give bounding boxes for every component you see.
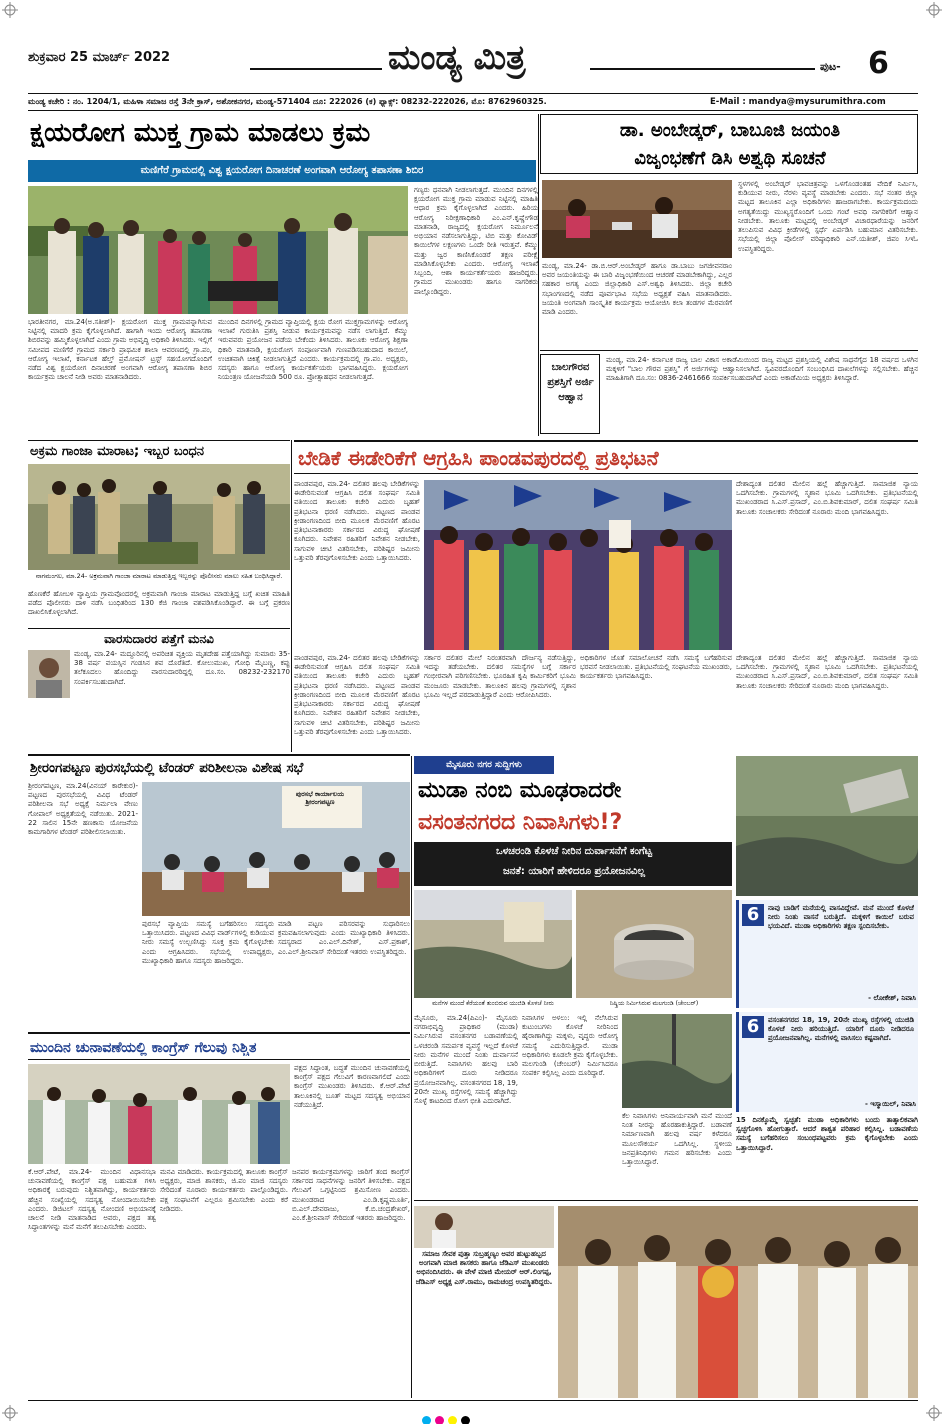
page-number: 6	[868, 46, 889, 81]
issue-date: ಶುಕ್ರವಾರ 25 ಮಾರ್ಚ್ 2022	[28, 50, 171, 65]
protest-headline: ಬೇಡಿಕೆ ಈಡೇರಿಕೆಗೆ ಆಗ್ರಹಿಸಿ ಪಾಂಡವಪುರದಲ್ಲಿ ಪ್ರತಿಭಟನೆ	[298, 446, 659, 470]
tender-headline: ಶ್ರೀರಂಗಪಟ್ಟಣ ಪುರಸಭೆಯಲ್ಲಿ ಟೆಂಡರ್ ಪರಿಶೀಲನಾ ವಿಶೇಷ ಸಭೆ	[30, 760, 304, 776]
muda-subhead-2: ಜನತೆ: ಯಾರಿಗೆ ಹೇಳಿದರೂ ಪ್ರಯೋಜನವಿಲ್ಲ	[502, 866, 646, 877]
muda-kicker: ಮೈಸೂರು ನಗರ ಸುದ್ದಿಗಳು	[414, 756, 554, 774]
ganja-photo	[28, 464, 290, 570]
registration-mark-icon	[926, 1405, 942, 1421]
tender-body-col2: ಪುರಸಭೆ ವ್ಯಾಪ್ತಿಯ ಸಮಸ್ಯೆ ಬಗೆಹರಿಸಲು ಸದಸ್ಯರು ಒತ್ತಾಯಿಸಿದರು. ಪಟ್ಟಣದ ವಿವಿಧ ವಾರ್ಡ್‌ಗಳಲ್ಲಿ ಕುಡಿಯುವ ನೀರು ಸಮಸ್ಯೆ ಉಲ್ಬಣಿಸಿದ್ದು ಸೂಕ್ತ ಕ್ರಮ ಕೈಗೊಳ್ಳಬೇಕು ಎಂದು ಆಗ್ರಹಿಸಿದರು. ಸಭೆಯಲ್ಲಿ ಉಪಾಧ್ಯಕ್ಷರು, ಮುಖ್ಯಾಧಿಕಾರಿ ಹಾಗೂ ಸದಸ್ಯರು ಹಾಜರಿದ್ದರು.	[142, 920, 274, 965]
ganja-body: ಹೊಣಕೆರೆ ಹೋಬಳಿ ವ್ಯಾಪ್ತಿಯ ಗ್ರಾಮವೊಂದರಲ್ಲಿ ಅಕ್ರಮವಾಗಿ ಗಾಂಜಾ ಮಾರಾಟ ಮಾಡುತ್ತಿದ್ದ ಬಗ್ಗೆ ಖಚಿತ ಮಾಹಿತಿ ಪಡೆದ ಪೊಲೀಸರು ದಾಳಿ ನಡೆಸಿ ಬಂಧಿತರಿಂದ 130 ಕೆಜಿ ಗಾಂಜಾ ವಶಪಡಿಸಿಕೊಂಡಿದ್ದಾರೆ. ಈ ಬಗ್ಗೆ ಪ್ರಕರಣ ದಾಖಲಿಸಿಕೊಳ್ಳಲಾಗಿದೆ.	[28, 590, 290, 617]
felicitation-body: ಸಮಾಜ ಸೇವಕ ಪುತ್ತಾ ಸುಬ್ರಹ್ಮಣ್ಯಂ ಅವರ ಹುಟ್ಟುಹಬ್ಬದ ಅಂಗವಾಗಿ ಮಾಜಿ ಶಾಸಕರು ಹಾಗೂ ಜೆಡಿಎಸ್ ಮುಖಂಡರು ಅಭಿನಂದಿಸಿದರು. ಈ ವೇಳೆ ಮಾಜಿ ಮೇಯರ್ ಆರ್.ಲಿಂಗಪ್ಪ, ಜೆಡಿಎಸ್ ಅಧ್ಯಕ್ಷ ಎಸ್.ರಾಮು, ರಾಮಚಂದ್ರ ಉಪಸ್ಥಿತರಿದ್ದರು.	[415, 1250, 553, 1286]
missing-person-photo	[28, 650, 70, 698]
muda-caption-1: ಮನೆಗಳ ಮುಂದೆ ಕೆರೆಯಂತೆ ತುಂಬಿರುವ ಯುಜಿಡಿ ಕೊಳಚೆ ನೀರು	[432, 1000, 554, 1007]
color-bar	[420, 1410, 472, 1424]
page-label: ಪುಟ-	[820, 60, 841, 73]
muda-headline-2: ವಸಂತನಗರದ ನಿವಾಸಿಗಳು!?	[418, 810, 623, 835]
tender-body-col3: ಮಾಡಿ ಪಟ್ಟಣ ಪರಿಸರವನ್ನು ಸುಧಾರಿಸಲು ಕ್ರಮವಹಿಸಲಾಗುವುದು ಎಂದು ಮುಖ್ಯಾಧಿಕಾರಿ ತಿಳಿಸಿದರು. ಸದಸ್ಯರಾದ ಎಂ.ಎಲ್.ದಿನೇಶ್, ಎಸ್.ಪ್ರಕಾಶ್, ಎಂ.ಎಲ್.ಶ್ರೀನಿವಾಸ್ ಸೇರಿದಂತೆ ಇತರರು ಉಪಸ್ಥಿತರಿದ್ದರು.	[278, 920, 410, 956]
felicitation-portrait-photo	[414, 1206, 554, 1248]
registration-mark-icon	[2, 1405, 18, 1421]
tb-body-col2: ಮುಂದಿನ ದಿನಗಳಲ್ಲಿ ಗ್ರಾಮದ ವ್ಯಾಪ್ತಿಯಲ್ಲಿ ಕ್ಷಯ ರೋಗ ಮುಕ್ತಗ್ರಾಮಗಳನ್ನು ಆರೋಗ್ಯ ಇಲಾಖೆ ಗುರುತಿಸಿ ಪ್ರಶಸ್ತಿ ನೀಡುವ ಕಾರ್ಯಕ್ರಮವನ್ನು ನಡೆಸ ಲಾಗುತ್ತಿದೆ. ಕೆಮ್ಮು ಇರುವವರು ಪ್ರಯೋಜನ ಪಡೆಯ ಬೇಕೆಂದು ತಿಳಿಸಿದರು. ತಾಲೂಕು ಆರೋಗ್ಯ ಶಿಕ್ಷಣಾ ಧಿಕಾರಿ ಮಾತನಾಡಿ, ಕ್ಷಯರೋಗ ಸಂಪೂರ್ಣವಾಗಿ ಗುಣಪಡಿಸಬಹುದಾದ ಕಾಯಿಲೆ, ಉಚಿತವಾಗಿ ಚಿಕಿತ್ಸೆ ನೀಡಲಾಗುತ್ತಿದೆ ಎಂದರು. ಕಾರ್ಯಕ್ರಮದಲ್ಲಿ ಗ್ರಾ.ಪಂ. ಅಧ್ಯಕ್ಷರು, ಸದಸ್ಯರು ಹಾಗೂ ಆರೋಗ್ಯ ಕಾರ್ಯಕರ್ತೆಯರು ಭಾಗವಹಿಸಿದ್ದರು. ಕ್ಷಯರೋಗ ನಿಯಂತ್ರಣ ಯೋಜನೆಯಡಿ 500 ರೂ. ಪ್ರೋತ್ಸಾಹಧನ ನೀಡಲಾಗುತ್ತದೆ.	[218, 318, 408, 382]
tb-body-col3: ಗಣ್ಯರು ಧನವಾಗಿ ನೀಡಲಾಗುತ್ತದೆ. ಮುಂದಿನ ದಿನಗಳಲ್ಲಿ ಕ್ಷಯರೋಗ ಮುಕ್ತ ಗ್ರಾಮ ಮಾಡುವ ನಿಟ್ಟಿನಲ್ಲಿ ಮಾಹಿತಿ ಆಧಾರ ಕ್ರಮ ಕೈಗೊಳ್ಳಲಾಗಿದೆ ಎಂದರು. ಹಿರಿಯ ಆರೋಗ್ಯ ನಿರೀಕ್ಷಣಾಧಿಕಾರಿ ಎಂ.ಎನ್.ಕೃಷ್ಣೇಗೌಡ ಮಾತನಾಡಿ, ರಾಜ್ಯದಲ್ಲಿ ಕ್ಷಯರೋಗ ನಿರ್ಮೂಲನೆ ಅಭಿಯಾನ ನಡೆಸಲಾಗುತ್ತಿದ್ದು, ಟಿಬಿ ಮತ್ತು ಕೋವಿಡ್ ಕಾಯಿಲೆಗಳ ಲಕ್ಷಣಗಳು ಒಂದೇ ರೀತಿ ಇರುತ್ತವೆ. ಕೆಮ್ಮು ಮತ್ತು ಜ್ವರ ಕಾಣಿಸಿಕೊಂಡರೆ ತಕ್ಷಣ ಪರೀಕ್ಷೆ ಮಾಡಿಸಿಕೊಳ್ಳಬೇಕು ಎಂದರು. ಆರೋಗ್ಯ ಇಲಾಖೆ ಸಿಬ್ಬಂದಿ, ಆಶಾ ಕಾರ್ಯಕರ್ತೆಯರು ಹಾಜರಿದ್ದರು. ಗ್ರಾಮದ ಮುಖಂಡರು ಹಾಗೂ ನಾಗರಿಕರು ಪಾಲ್ಗೊಂಡಿದ್ದರು.	[414, 186, 538, 296]
registration-mark-icon	[2, 2, 18, 18]
quote-mark-icon: 6	[742, 1016, 764, 1038]
muda-quote-1: ನಾವು ಬಾಡಿಗೆ ಮನೆಯಲ್ಲಿ ವಾಸವಿದ್ದೇವೆ. ಮನೆ ಮುಂದೆ ಕೊಳಚೆ ನೀರು ನಿಂತು ವಾಸನೆ ಬರುತ್ತಿದೆ. ಮಕ್ಕಳಿಗೆ ಕಾಯಿಲೆ ಬರುವ ಭಯವಿದೆ. ಮುಡಾ ಅಧಿಕಾರಿಗಳು ತಕ್ಷಣ ಸ್ಪಂದಿಸಬೇಕು.	[768, 904, 914, 931]
ganja-headline: ಅಕ್ರಮ ಗಾಂಜಾ ಮಾರಾಟ; ಇಬ್ಬರ ಬಂಧನ	[30, 444, 205, 459]
balagaurava-label: ಬಾಲಗೌರವ ಪ್ರಶಸ್ತಿಗೆ ಅರ್ಜಿ ಆಹ್ವಾನ	[547, 362, 594, 403]
tb-headline: ಕ್ಷಯರೋಗ ಮುಕ್ತ ಗ್ರಾಮ ಮಾಡಲು ಕ್ರಮ	[30, 118, 371, 148]
muda-chamber-photo	[576, 890, 732, 998]
muda-headline-1: ಮುಡಾ ನಂಬಿ ಮೂಢರಾದರೇ	[418, 778, 622, 803]
balagaurava-body: ಮಂಡ್ಯ, ಮಾ.24- ಕರ್ನಾಟಕ ರಾಜ್ಯ ಬಾಲ ವಿಕಾಸ ಅಕಾಡೆಮಿಯಿಂದ ರಾಜ್ಯ ಮಟ್ಟದ ಪ್ರಶಸ್ತಿಯಲ್ಲಿ ವಿಶೇಷ ಸಾಧನೆಗೈದ 18 ವರ್ಷದ ಒಳಗಿನ ಮಕ್ಕಳಿಗೆ "ಬಾಲ ಗೌರವ ಪ್ರಶಸ್ತಿ" ಗೆ ಅರ್ಜಿಗಳನ್ನು ಆಹ್ವಾನಿಸಲಾಗಿದೆ. ಸ್ವವಿವರದೊಂದಿಗೆ ಸಂಬಂಧಿಸಿದ ದಾಖಲೆಗಳನ್ನು ಸಲ್ಲಿಸಬೇಕು. ಹೆಚ್ಚಿನ ಮಾಹಿತಿಗಾಗಿ ದೂ.ಸಂ: 0836-2461666 ಸಂಪರ್ಕಿಸಬಹುದಾಗಿದೆ ಎಂದು ಅಕಾಡೆಮಿಯ ಅಧ್ಯಕ್ಷರು ತಿಳಿಸಿದ್ದಾರೆ.	[606, 356, 918, 383]
muda-quote-1-by: - ಲೋಕೇಶ್, ನಿವಾಸಿ	[868, 994, 916, 1002]
tender-body-col1: ಶ್ರೀರಂಗಪಟ್ಟಣ, ಮಾ.24(ವಿನಯ್ ಕಾರೇಕುರ)- ಪಟ್ಟಣದ ಪುರಸಭೆಯಲ್ಲಿ ವಿವಿಧ ಟೆಂಡರ್ ಪರಿಶೀಲನಾ ಸಭೆ ಅಧ್ಯಕ್ಷೆ ನಿರ್ಮಲಾ ವೇಣು ಗೋಪಾಲ್ ಅಧ್ಯಕ್ಷತೆಯಲ್ಲಿ ನಡೆಯಿತು. 2021-22 ಸಾಲಿನ 15ನೇ ಹಣಕಾಸು ಯೋಜನೆಯ ಕಾಮಗಾರಿಗಳ ಟೆಂಡರ್ ಪರಿಶೀಲಿಸಲಾಯಿತು.	[28, 782, 138, 837]
muda-caption-2: ನಿಷ್ಕ್ರಿಯ ನಿರ್ಮಿಸಿರುವ ಮಲಗುಂಡಿ (ಚೇಂಬರ್)	[609, 1000, 699, 1007]
congress-body-col4: ಜನಪರ ಕಾರ್ಯಕ್ರಮಗಳನ್ನು ಜಾರಿಗೆ ತಂದ ಕಾಂಗ್ರೆಸ್ ಸರ್ಕಾರದ ಸಾಧನೆಗಳನ್ನು ಜನರಿಗೆ ತಿಳಿಸಬೇಕು. ಪಕ್ಷದ ಗೆಲುವಿಗೆ ಒಗ್ಗಟ್ಟಿನಿಂದ ಶ್ರಮಿಸೋಣ ಎಂದರು. ಮುಖಂಡರಾದ ಎಂ.ಡಿ.ಕೃಷ್ಣಮೂರ್ತಿ, ಬಿ.ಎಲ್.ದೇವರಾಜು, ಕೆ.ಬಿ.ಚಂದ್ರಶೇಖರ್, ಎಂ.ಕೆ.ಶ್ರೀನಿವಾಸ್ ಸೇರಿದಂತೆ ಇತರರು ಹಾಜರಿದ್ದರು.	[292, 1168, 410, 1223]
ambedkar-body-right: ಸ್ಥಳಗಳಲ್ಲಿ ಅಂಬೇಡ್ಕರ್ ಭಾವಚಿತ್ರವನ್ನು ಒಳಗೊಂಡಂತಹ ವೇದಿಕೆ ನಿರ್ಮಿಸಿ, ಕುಡಿಯುವ ನೀರು, ನೆರಳು ವ್ಯವಸ್ಥೆ ಮಾಡಬೇಕು ಎಂದರು. ಸಭೆ ನಂತರ ಜಿಲ್ಲಾ ಮಟ್ಟದ ತಾಲೂಕಿನ ಎಲ್ಲಾ ಅಧಿಕಾರಿಗಳು ಹಾಜರಾಗಬೇಕು. ಕಾರ್ಯಕ್ರಮದಂದು ಅಗತ್ಯತೆಯಿದ್ದು ಮುಖ್ಯಸ್ಥರೊಂದಿಗೆ ಒಂದು ಗಂಟೆ ಅವಧಿ ನಾಗರಿಕರಿಗೆ ಆಹ್ವಾನ ನೀಡಬೇಕು. ತಾಲೂಕು ಮಟ್ಟದಲ್ಲಿ ಅಂಬೇಡ್ಕರ್ ವಿಚಾರಧಾರೆಯನ್ನು ಜನರಿಗೆ ತಲುಪಿಸುವ ವಿವಿಧ ಕ್ರೀಡೆಗಳಲ್ಲಿ ಸ್ಪರ್ಧೆ ಏರ್ಪಡಿಸಿ ಬಹುಮಾನ ವಿತರಿಸಬೇಕು. ಸಭೆಯಲ್ಲಿ ಜಿಲ್ಲಾ ಪೊಲೀಸ್ ವರಿಷ್ಠಾಧಿಕಾರಿ ಎನ್.ಯತೀಶ್, ಜಿಪಂ ಸಿಇಓ ಉಪಸ್ಥಿತರಿದ್ದರು.	[738, 180, 918, 253]
muda-quote-2-by: - ಇಸ್ಮಾಯಿಲ್, ನಿವಾಸಿ	[864, 1100, 916, 1108]
protest-body-col1b: ಪಾಂಡವಪುರ, ಮಾ.24- ದಲಿತರ ಹಲವು ಬೇಡಿಕೆಗಳನ್ನು ಈಡೇರಿಸುವಂತೆ ಆಗ್ರಹಿಸಿ ದಲಿತ ಸಂಘರ್ಷ ಸಮಿತಿ ವತಿಯಿಂದ ತಾಲೂಕು ಕಚೇರಿ ಎದುರು ಬೃಹತ್ ಪ್ರತಿಭಟನಾ ಧರಣಿ ನಡೆಸಿದರು. ಪಟ್ಟಣದ ಪಾಂಡವ ಕ್ರೀಡಾಂಗಣದಿಂದ ಬೀದಿ ಮೂಲಕ ಮೆರವಣಿಗೆ ಹೊರಟ ಪ್ರತಿಭಟನಾಕಾರರು ಸರ್ಕಾರದ ವಿರುದ್ಧ ಘೋಷಣೆ ಕೂಗಿದರು. ನಿವೇಶನ ರಹಿತರಿಗೆ ನಿವೇಶನ ನೀಡಬೇಕು, ಸಾಗುವಳಿ ಚೀಟಿ ವಿತರಿಸಬೇಕು, ಪರಿಶಿಷ್ಟರ ಜಮೀನು ಒತ್ತುವರಿ ತೆರವುಗೊಳಿಸಬೇಕು ಎಂದು ಒತ್ತಾಯಿಸಿದರು.	[294, 654, 420, 736]
tb-body-col1: ಭಾರತೀನಗರ, ಮಾ.24(ಅ.ಸತೀಶ್)- ಕ್ಷಯರೋಗ ಮುಕ್ತ ಗ್ರಾಮವನ್ನಾಗಿಸುವ ನಿಟ್ಟಿನಲ್ಲಿ ಮಾದರಿ ಕ್ರಮ ಕೈಗೊಳ್ಳಲಾಗಿದೆ. ಹಾಗಾಗಿ ಇಂದು ಆರೋಗ್ಯ ತಪಾಸಣಾ ಶಿಬಿರವನ್ನು ಹಮ್ಮಿಕೊಳ್ಳಲಾಗಿದೆ ಎಂದು ಗ್ರಾಮ ಅಭಿವೃದ್ಧಿ ಅಧಿಕಾರಿ ತಿಳಿಸಿದರು. ಇಲ್ಲಿಗೆ ಸಮೀಪದ ಮಣಿಗೆರೆ ಗ್ರಾಮದ ಸರ್ಕಾರಿ ಪ್ರಾಥಮಿಕ ಶಾಲಾ ಆವರಣದಲ್ಲಿ ಗ್ರಾ.ಪಂ, ಆರೋಗ್ಯ ಇಲಾಖೆ, ಕರ್ನಾಟಕ ಹೆಲ್ತ್ ಪ್ರಮೋಷನ್ ಟ್ರಸ್ಟ್ ಸಹಯೋಗದೊಂದಿಗೆ ನಡೆದ ವಿಶ್ವ ಕ್ಷಯರೋಗ ದಿನಾಚರಣೆ ಅಂಗವಾಗಿ ಆರೋಗ್ಯ ತಪಾಸಣಾ ಶಿಬಿರ ಕಾರ್ಯಕ್ರಮ ಚಾಲನೆ ನೀಡಿ ಅವರು ಮಾತನಾಡಿದರು.	[28, 318, 212, 382]
muda-quote-2: ವಸಂತನಗರದ 18, 19, 20ನೇ ಮುಖ್ಯ ರಸ್ತೆಗಳಲ್ಲಿ ಯುಜಿಡಿ ಕೊಳಚೆ ನೀರು ಹರಿಯುತ್ತಿದೆ. ಯಾರಿಗೆ ದೂರು ನೀಡಿದರೂ ಪ್ರಯೋಜನವಾಗಿಲ್ಲ. ಮನೆಗಳಲ್ಲಿ ವಾಸಿಸಲು ಕಷ್ಟವಾಗಿದೆ.	[768, 1016, 914, 1043]
missing-body: ಮಂಡ್ಯ, ಮಾ.24- ಮದ್ದೂರಿನಲ್ಲಿ ಅಪರಿಚಿತ ವ್ಯಕ್ತಿಯ ಮೃತದೇಹ ಪತ್ತೆಯಾಗಿದ್ದು ಸುಮಾರು 35-38 ವರ್ಷ ವಯಸ್ಸಿನ ಗಂಡಸಿನ ಶವ ದೊರೆತಿದೆ. ಕೋಲುಮುಖ, ಗೋಧಿ ಮೈಬಣ್ಣ, ಕಪ್ಪು ತಲೆಕೂದಲು ಹೊಂದಿದ್ದು ವಾರಸುದಾರರಿದ್ದಲ್ಲಿ ದೂ.ಸಂ. 08232-232170 ಸಂಪರ್ಕಿಸಬಹುದಾಗಿದೆ.	[74, 650, 290, 686]
muda-drain-photo-1	[736, 756, 918, 896]
muda-subhead-1: ಒಳಚರಂಡಿ ಕೊಳಚೆ ನೀರಿನ ದುರ್ವಾಸನೆಗೆ ಕಂಗೆಟ್ಟ	[496, 846, 652, 857]
congress-body-col2: ಕೆ.ಆರ್.ಪೇಟೆ, ಮಾ.24- ಮುಂದಿನ ವಿಧಾನಸಭಾ ಚುನಾವಣೆಯಲ್ಲಿ ಕಾಂಗ್ರೆಸ್ ಪಕ್ಷ ಬಹುಮತ ಗಳಿಸಿ ಅಧಿಕಾರಕ್ಕೆ ಬರುವುದು ನಿಶ್ಚಿತವಾಗಿದ್ದು, ಕಾರ್ಯಕರ್ತರು ಹೆಚ್ಚಿನ ಸಂಖ್ಯೆಯಲ್ಲಿ ಸದಸ್ಯತ್ವ ನೋಂದಾಯಿಸಬೇಕು ಎಂದರು. ಡಿಜಿಟಲ್ ಸದಸ್ಯತ್ವ ನೋಂದಣಿ ಅಭಿಯಾನಕ್ಕೆ ಚಾಲನೆ ನೀಡಿ ಮಾತನಾಡಿದ ಅವರು, ಪಕ್ಷದ ತತ್ವ ಸಿದ್ಧಾಂತಗಳನ್ನು ಮನೆ ಮನೆಗೆ ತಲುಪಿಸಬೇಕು ಎಂದರು.	[28, 1168, 156, 1232]
felicitation-photo	[558, 1206, 918, 1398]
congress-photo	[28, 1064, 290, 1164]
tb-photo	[28, 186, 408, 314]
protest-body-col1: ಪಾಂಡವಪುರ, ಮಾ.24- ದಲಿತರ ಹಲವು ಬೇಡಿಕೆಗಳನ್ನು ಈಡೇರಿಸುವಂತೆ ಆಗ್ರಹಿಸಿ ದಲಿತ ಸಂಘರ್ಷ ಸಮಿತಿ ವತಿಯಿಂದ ತಾಲೂಕು ಕಚೇರಿ ಎದುರು ಬೃಹತ್ ಪ್ರತಿಭಟನಾ ಧರಣಿ ನಡೆಸಿದರು. ಪಟ್ಟಣದ ಪಾಂಡವ ಕ್ರೀಡಾಂಗಣದಿಂದ ಬೀದಿ ಮೂಲಕ ಮೆರವಣಿಗೆ ಹೊರಟ ಪ್ರತಿಭಟನಾಕಾರರು ಸರ್ಕಾರದ ವಿರುದ್ಧ ಘೋಷಣೆ ಕೂಗಿದರು. ನಿವೇಶನ ರಹಿತರಿಗೆ ನಿವೇಶನ ನೀಡಬೇಕು, ಸಾಗುವಳಿ ಚೀಟಿ ವಿತರಿಸಬೇಕು, ಪರಿಶಿಷ್ಟರ ಜಮೀನು ಒತ್ತುವರಿ ತೆರವುಗೊಳಿಸಬೇಕು ಎಂದು ಒತ್ತಾಯಿಸಿದರು.	[294, 480, 420, 562]
ganja-caption: ನಾಗಮಂಗಲ, ಮಾ.24- ಅಕ್ರಮವಾಗಿ ಗಾಂಜಾ ಮಾರಾಟ ಮಾಡುತ್ತಿದ್ದ ಇಬ್ಬರನ್ನು ಪೊಲೀಸರು ಮಾಲು ಸಹಿತ ಬಂಧಿಸಿದ್ದಾರೆ.	[35, 572, 283, 580]
protest-photo	[424, 480, 732, 650]
ambedkar-headline-1: ಡಾ. ಅಂಬೇಡ್ಕರ್, ಬಾಬೂಜಿ ಜಯಂತಿ	[619, 120, 841, 141]
muda-body-col1: ಮೈಸೂರು, ಮಾ.24(ಪಿಎಂ)- ಮೈಸೂರು ನಗರಾಭಿವೃದ್ಧಿ ಪ್ರಾಧಿಕಾರ (ಮುಡಾ) ನಿರ್ಮಿಸಿರುವ ವಸಂತನಗರ ಬಡಾವಣೆಯಲ್ಲಿ ಒಳಚರಂಡಿ ಸಮರ್ಪಕ ವ್ಯವಸ್ಥೆ ಇಲ್ಲದೆ ಕೊಳಚೆ ನೀರು ಮನೆಗಳ ಮುಂದೆ ನಿಂತು ದುರ್ವಾಸನೆ ಬೀರುತ್ತಿದೆ. ನಿವಾಸಿಗಳು ಹಲವು ಬಾರಿ ಅಧಿಕಾರಿಗಳಿಗೆ ದೂರು ನೀಡಿದರೂ ಪ್ರಯೋಜನವಾಗಿಲ್ಲ. ವಸಂತನಗರದ 18, 19, 20ನೇ ಮುಖ್ಯ ರಸ್ತೆಗಳಲ್ಲಿ ಸಮಸ್ಯೆ ಹೆಚ್ಚಾಗಿದ್ದು ಸೊಳ್ಳೆ ಕಾಟದಿಂದ ರೋಗ ಭೀತಿ ಎದುರಾಗಿದೆ.	[414, 1014, 518, 1106]
muda-body-col2: ನಿವಾಸಿಗಳ ಅಳಲು: ಇಲ್ಲಿ ನೆಲೆಸಿರುವ ಕುಟುಂಬಗಳು ಕೊಳಚೆ ನೀರಿನಿಂದ ಹೈರಾಣಾಗಿದ್ದು ಮಕ್ಕಳು, ವೃದ್ಧರು ಆರೋಗ್ಯ ಸಮಸ್ಯೆ ಎದುರಿಸುತ್ತಿದ್ದಾರೆ. ಮುಡಾ ಅಧಿಕಾರಿಗಳು ಕೂಡಲೇ ಕ್ರಮ ಕೈಗೊಳ್ಳಬೇಕು. ಮಲಗುಂಡಿ (ಚೇಂಬರ್) ನಿರ್ಮಿಸಿದರೂ ಸಂಪರ್ಕ ಕಲ್ಪಿಸಿಲ್ಲ ಎಂದು ದೂರಿದ್ದಾರೆ.	[522, 1014, 618, 1078]
protest-body-col3: ಅಧಿಕಾರಿಗಳ ಜೊತೆ ಸಮಾಲೋಚನೆ ನಡೆಸಿ ಸಮಸ್ಯೆ ಬಗೆಹರಿಸುವ ಭರವಸೆ ನೀಡಲಾಯಿತು. ಪ್ರತಿಭಟನೆಯಲ್ಲಿ ಸಂಘಟನೆಯ ಮುಖಂಡರು, ಕಾರ್ಯಕರ್ತರು ಭಾಗವಹಿಸಿದ್ದರು.	[580, 654, 732, 681]
registration-mark-icon	[926, 2, 942, 18]
protest-body-col2: ಸರ್ಕಾರ ದಲಿತರ ಮೇಲೆ ನಿರಂತರವಾಗಿ ದೌರ್ಜನ್ಯ ನಡೆಸುತ್ತಿದ್ದು, ಇದನ್ನು ತಡೆಯಬೇಕು. ದಲಿತರ ಸಮಸ್ಯೆಗಳ ಬಗ್ಗೆ ಸರ್ಕಾರ ಗಂಭೀರವಾಗಿ ಪರಿಗಣಿಸಬೇಕು. ಭೂರಹಿತ ಕೃಷಿ ಕಾರ್ಮಿಕರಿಗೆ ಭೂಮಿ ಮಂಜೂರು ಮಾಡಬೇಕು. ತಾಲೂಕಿನ ಹಲವು ಗ್ರಾಮಗಳಲ್ಲಿ ಸ್ಮಶಾನ ಭೂಮಿ ಇಲ್ಲದೆ ಪರದಾಡುತ್ತಿದ್ದಾರೆ ಎಂದು ಆರೋಪಿಸಿದರು.	[424, 654, 576, 699]
tender-photo-sign: ಪುರಸಭೆ ಕಾರ್ಯಾಲಯ ಶ್ರೀರಂಗಪಟ್ಟಣ	[295, 790, 345, 807]
paper-logo: ಮಂಡ್ಯ ಮಿತ್ರ	[388, 38, 526, 78]
muda-drain-photo-2	[414, 890, 572, 998]
congress-body-col1: ಪಕ್ಷದ ಸಿದ್ಧಾಂತ, ಬದ್ಧತೆ ಮುಂದಿನ ಚುನಾವಣೆಯಲ್ಲಿ ಕಾಂಗ್ರೆಸ್ ಪಕ್ಷದ ಗೆಲುವಿಗೆ ಕಾರಣವಾಗಲಿದೆ ಎಂದು ಕಾಂಗ್ರೆಸ್ ಮುಖಂಡರು ತಿಳಿಸಿದರು. ಕೆ.ಆರ್.ಪೇಟೆ ತಾಲೂಕಿನಲ್ಲಿ ಬೂತ್ ಮಟ್ಟದ ಸದಸ್ಯತ್ವ ಅಭಿಯಾನ ನಡೆಯುತ್ತಿದೆ.	[294, 1064, 410, 1109]
quote-mark-icon: 6	[742, 904, 764, 926]
ambedkar-meeting-photo	[542, 180, 732, 258]
office-address: ಮಂಡ್ಯ ಕಚೇರಿ : ನಂ. 1204/1, ಮಹಿಳಾ ಸಮಾಜ ರಸ್ತೆ 3ನೇ ಕ್ರಾಸ್, ಅಶೋಕನಗರ, ಮಂಡ್ಯ-571404 ದೂ: 222026 (ಕ) ಫ್ಯಾಕ್ಸ್: 08232-222026, ಮೊ: 8762960325.	[28, 97, 547, 106]
congress-body-col3: ಮನವಿ ಮಾಡಿದರು. ಕಾರ್ಯಕ್ರಮದಲ್ಲಿ ತಾಲೂಕು ಕಾಂಗ್ರೆಸ್ ಅಧ್ಯಕ್ಷರು, ಮಾಜಿ ಶಾಸಕರು, ಜಿ.ಪಂ ಮಾಜಿ ಸದಸ್ಯರು ಸೇರಿದಂತೆ ನೂರಾರು ಕಾರ್ಯಕರ್ತರು ಪಾಲ್ಗೊಂಡಿದ್ದರು. ಪಕ್ಷ ಸಂಘಟನೆಗೆ ಎಲ್ಲರೂ ಶ್ರಮಿಸಬೇಕು ಎಂದು ಕರೆ ನೀಡಿದರು.	[160, 1168, 288, 1213]
congress-headline: ಮುಂದಿನ ಚುನಾವಣೆಯಲ್ಲಿ ಕಾಂಗ್ರೆಸ್ ಗೆಲುವು ನಿಶ್ಚಿತ	[30, 1040, 257, 1056]
muda-quote-3: 15 ದಿನಕ್ಕೊಮ್ಮೆ ಸ್ವಚ್ಛತೆ: ಮುಡಾ ಅಧಿಕಾರಿಗಳು ಬಂದು ತಾತ್ಕಾಲಿಕವಾಗಿ ಸ್ವಚ್ಛಗೊಳಿಸಿ ಹೋಗುತ್ತಾರೆ. ಆದರೆ ಶಾಶ್ವತ ಪರಿಹಾರ ಕಲ್ಪಿಸಿಲ್ಲ. ಬಡಾವಣೆಯ ಸಮಸ್ಯೆ ಬಗೆಹರಿಸಲು ಸಂಬಂಧಪಟ್ಟವರು ಕ್ರಮ ಕೈಗೊಳ್ಳಬೇಕು ಎಂದು ಒತ್ತಾಯಿಸಿದ್ದಾರೆ.	[736, 1116, 918, 1152]
tender-meeting-photo	[142, 782, 410, 916]
tb-subhead-banner: ಮಣಿಗೆರೆ ಗ್ರಾಮದಲ್ಲಿ ವಿಶ್ವ ಕ್ಷಯರೋಗ ದಿನಾಚರಣೆ ಅಂಗವಾಗಿ ಆರೋಗ್ಯ ತಪಾಸಣಾ ಶಿಬಿರ	[28, 160, 536, 182]
ambedkar-body-left: ಮಂಡ್ಯ, ಮಾ.24- ಡಾ.ಬಿ.ಆರ್.ಅಂಬೇಡ್ಕರ್ ಹಾಗೂ ಡಾ.ಬಾಬು ಜಗಜೀವನರಾಂ ಅವರ ಜಯಂತಿಯನ್ನು ಈ ಬಾರಿ ವಿಜೃಂಭಣೆಯಿಂದ ಆಚರಣೆ ಮಾಡಬೇಕಾಗಿದ್ದು, ಎಲ್ಲರ ಸಹಕಾರ ಅಗತ್ಯ ಎಂದು ಜಿಲ್ಲಾಧಿಕಾರಿ ಎಸ್.ಅಶ್ವಥಿ ತಿಳಿಸಿದರು. ಜಿಲ್ಲಾ ಕಚೇರಿ ಸಭಾಂಗಣದಲ್ಲಿ ನಡೆದ ಪೂರ್ವಭಾವಿ ಸಭೆಯ ಅಧ್ಯಕ್ಷತೆ ವಹಿಸಿ ಮಾತನಾಡಿದರು. ಜಯಂತಿ ಅಂಗವಾಗಿ ಸಾಂಸ್ಕೃತಿಕ ಕಾರ್ಯಕ್ರಮ ಆಯೋಜಿಸಿ ಕಲಾ ತಂಡಗಳ ಮೆರವಣಿಗೆ ಮಾಡಿ ಎಂದರು.	[542, 262, 732, 317]
protest-body-col4: ದೇಶಾದ್ಯಂತ ದಲಿತರ ಮೇಲಿನ ಹಲ್ಲೆ ಹೆಚ್ಚಾಗುತ್ತಿದೆ. ಸಾಮಾಜಿಕ ನ್ಯಾಯ ಒದಗಿಸಬೇಕು. ಗ್ರಾಮಗಳಲ್ಲಿ ಸ್ಮಶಾನ ಭೂಮಿ ಒದಗಿಸಬೇಕು. ಪ್ರತಿಭಟನೆಯಲ್ಲಿ ಮುಖಂಡರಾದ ಸಿ.ಎಸ್.ಪ್ರಸಾದ್, ಎಂ.ಬಿ.ಶಿವಕುಮಾರ್, ದಲಿತ ಸಂಘರ್ಷ ಸಮಿತಿ ತಾಲೂಕು ಸಂಚಾಲಕರು ಸೇರಿದಂತೆ ನೂರಾರು ಮಂದಿ ಭಾಗವಹಿಸಿದ್ದರು.	[736, 480, 918, 516]
muda-drain-photo-3	[622, 1014, 732, 1108]
missing-headline: ವಾರಸುದಾರರ ಪತ್ತೆಗೆ ಮನವಿ	[104, 632, 214, 646]
contact-email: E-Mail : mandya@mysurumithra.com	[710, 97, 886, 107]
protest-body-col4b: ದೇಶಾದ್ಯಂತ ದಲಿತರ ಮೇಲಿನ ಹಲ್ಲೆ ಹೆಚ್ಚಾಗುತ್ತಿದೆ. ಸಾಮಾಜಿಕ ನ್ಯಾಯ ಒದಗಿಸಬೇಕು. ಗ್ರಾಮಗಳಲ್ಲಿ ಸ್ಮಶಾನ ಭೂಮಿ ಒದಗಿಸಬೇಕು. ಪ್ರತಿಭಟನೆಯಲ್ಲಿ ಮುಖಂಡರಾದ ಸಿ.ಎಸ್.ಪ್ರಸಾದ್, ಎಂ.ಬಿ.ಶಿವಕುಮಾರ್, ದಲಿತ ಸಂಘರ್ಷ ಸಮಿತಿ ತಾಲೂಕು ಸಂಚಾಲಕರು ಸೇರಿದಂತೆ ನೂರಾರು ಮಂದಿ ಭಾಗವಹಿಸಿದ್ದರು.	[736, 654, 918, 690]
muda-body-col3: ಕೆಲ ನಿವಾಸಿಗಳು ಅನಿವಾರ್ಯವಾಗಿ ಮನೆ ಮುಂದೆ ನಿಂತ ನೀರನ್ನು ಹೊರಹಾಕುತ್ತಿದ್ದಾರೆ. ಬಡಾವಣೆ ನಿರ್ಮಾಣವಾಗಿ ಹಲವು ವರ್ಷ ಕಳೆದರೂ ಮೂಲಸೌಕರ್ಯ ಒದಗಿಸಿಲ್ಲ. ಸ್ಥಳೀಯ ಜನಪ್ರತಿನಿಧಿಗಳು ಗಮನ ಹರಿಸಬೇಕು ಎಂದು ಒತ್ತಾಯಿಸಿದ್ದಾರೆ.	[622, 1112, 732, 1167]
ambedkar-headline-2: ವಿಜೃಂಭಣೆಗೆ ಡಿಸಿ ಅಶ್ವಥಿ ಸೂಚನೆ	[634, 148, 826, 169]
